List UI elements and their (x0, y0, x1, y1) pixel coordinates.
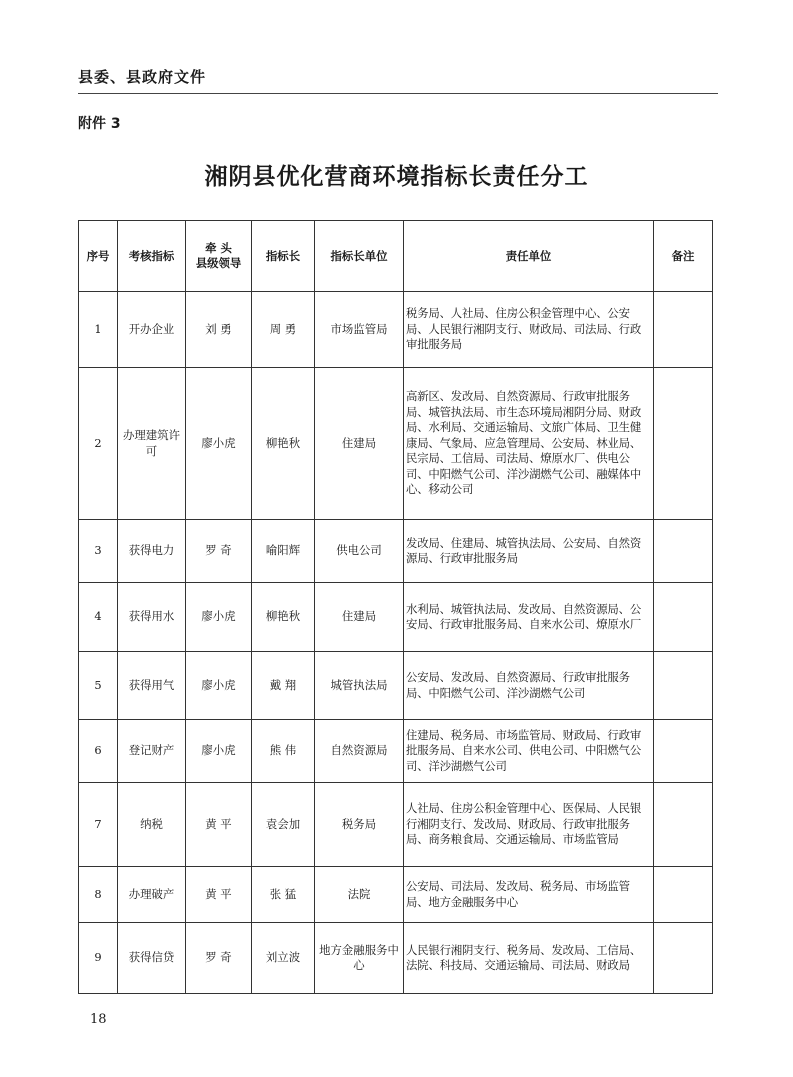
attachment-label: 附件 3 (78, 116, 121, 132)
leader-cell: 刘 勇 (186, 292, 252, 368)
responsible-units-cell: 人民银行湘阴支行、税务局、发改局、工信局、法院、科技局、交通运输局、司法局、财政局 (404, 923, 654, 994)
chief-unit-cell: 城管执法局 (315, 652, 404, 720)
note-cell (654, 720, 713, 783)
responsible-units-cell: 水利局、城管执法局、发改局、自然资源局、公安局、行政审批服务局、自来水公司、燎原水厂 (404, 583, 654, 652)
note-cell (654, 292, 713, 368)
row-number: 8 (79, 867, 118, 923)
indicator-cell: 获得用水 (118, 583, 186, 652)
leader-cell: 廖小虎 (186, 368, 252, 520)
running-header: 县委、县政府文件 (78, 68, 207, 86)
responsible-units-cell: 高新区、发改局、自然资源局、行政审批服务局、城管执法局、市生态环境局湘阴分局、财政局、水利局、交通运输局、文旅广体局、卫生健康局、气象局、应急管理局、公安局、林业局、民宗局、工信局、司法局、燎原水厂、供电公司、中阳燃气公司、洋沙湖燃气公司、融媒体中心、移动公司 (404, 368, 654, 520)
leader-cell: 黄 平 (186, 867, 252, 923)
indicator-cell: 开办企业 (118, 292, 186, 368)
responsible-units-cell: 公安局、发改局、自然资源局、行政审批服务局、中阳燃气公司、洋沙湖燃气公司 (404, 652, 654, 720)
chief-unit-cell: 住建局 (315, 368, 404, 520)
indicator-cell: 办理破产 (118, 867, 186, 923)
row-number: 6 (79, 720, 118, 783)
column-header-indicator: 考核指标 (118, 221, 186, 292)
table-header-row (79, 221, 713, 292)
table-row (79, 652, 713, 720)
chief-unit-cell: 自然资源局 (315, 720, 404, 783)
table-row (79, 923, 713, 994)
table-row (79, 368, 713, 520)
chief-unit-cell: 市场监管局 (315, 292, 404, 368)
indicator-cell: 获得用气 (118, 652, 186, 720)
column-header-chief-unit: 指标长单位 (315, 221, 404, 292)
page-number: 18 (90, 1012, 107, 1027)
row-number: 2 (79, 368, 118, 520)
table-row (79, 720, 713, 783)
leader-cell: 廖小虎 (186, 583, 252, 652)
leader-cell: 廖小虎 (186, 652, 252, 720)
responsibility-table (78, 220, 713, 994)
column-header-no: 序号 (79, 221, 118, 292)
indicator-cell: 纳税 (118, 783, 186, 867)
indicator-cell: 办理建筑许可 (118, 368, 186, 520)
note-cell (654, 583, 713, 652)
chief-unit-cell: 地方金融服务中心 (315, 923, 404, 994)
row-number: 1 (79, 292, 118, 368)
row-number: 5 (79, 652, 118, 720)
chief-cell: 熊 伟 (252, 720, 315, 783)
row-number: 4 (79, 583, 118, 652)
note-cell (654, 368, 713, 520)
chief-unit-cell: 税务局 (315, 783, 404, 867)
chief-unit-cell: 法院 (315, 867, 404, 923)
table-row (79, 292, 713, 368)
indicator-cell: 登记财产 (118, 720, 186, 783)
responsible-units-cell: 发改局、住建局、城管执法局、公安局、自然资源局、行政审批服务局 (404, 520, 654, 583)
column-header-units: 责任单位 (404, 221, 654, 292)
responsible-units-cell: 税务局、人社局、住房公积金管理中心、公安局、人民银行湘阴支行、财政局、司法局、行政审批服务局 (404, 292, 654, 368)
chief-cell: 柳艳秋 (252, 583, 315, 652)
chief-unit-cell: 供电公司 (315, 520, 404, 583)
leader-cell: 廖小虎 (186, 720, 252, 783)
table-row (79, 520, 713, 583)
row-number: 3 (79, 520, 118, 583)
responsible-units-cell: 公安局、司法局、发改局、税务局、市场监管局、地方金融服务中心 (404, 867, 654, 923)
column-header-leader: 牵 头 县级领导 (186, 221, 252, 292)
chief-unit-cell: 住建局 (315, 583, 404, 652)
responsible-units-cell: 住建局、税务局、市场监管局、财政局、行政审批服务局、自来水公司、供电公司、中阳燃气公司、洋沙湖燃气公司 (404, 720, 654, 783)
indicator-cell: 获得信贷 (118, 923, 186, 994)
note-cell (654, 520, 713, 583)
header-divider (78, 93, 718, 94)
document-title: 湘阴县优化营商环境指标长责任分工 (204, 163, 589, 190)
responsible-units-cell: 人社局、住房公积金管理中心、医保局、人民银行湘阴支行、发改局、财政局、行政审批服务局、商务粮食局、交通运输局、市场监管局 (404, 783, 654, 867)
table-row (79, 783, 713, 867)
leader-cell: 黄 平 (186, 783, 252, 867)
leader-cell: 罗 奇 (186, 923, 252, 994)
table-row (79, 583, 713, 652)
chief-cell: 袁会加 (252, 783, 315, 867)
table-row (79, 867, 713, 923)
row-number: 9 (79, 923, 118, 994)
indicator-cell: 获得电力 (118, 520, 186, 583)
leader-cell: 罗 奇 (186, 520, 252, 583)
note-cell (654, 923, 713, 994)
chief-cell: 刘立波 (252, 923, 315, 994)
chief-cell: 喻阳辉 (252, 520, 315, 583)
note-cell (654, 867, 713, 923)
row-number: 7 (79, 783, 118, 867)
chief-cell: 张 猛 (252, 867, 315, 923)
chief-cell: 戴 翔 (252, 652, 315, 720)
chief-cell: 周 勇 (252, 292, 315, 368)
note-cell (654, 783, 713, 867)
chief-cell: 柳艳秋 (252, 368, 315, 520)
note-cell (654, 652, 713, 720)
column-header-note: 备注 (654, 221, 713, 292)
column-header-chief: 指标长 (252, 221, 315, 292)
